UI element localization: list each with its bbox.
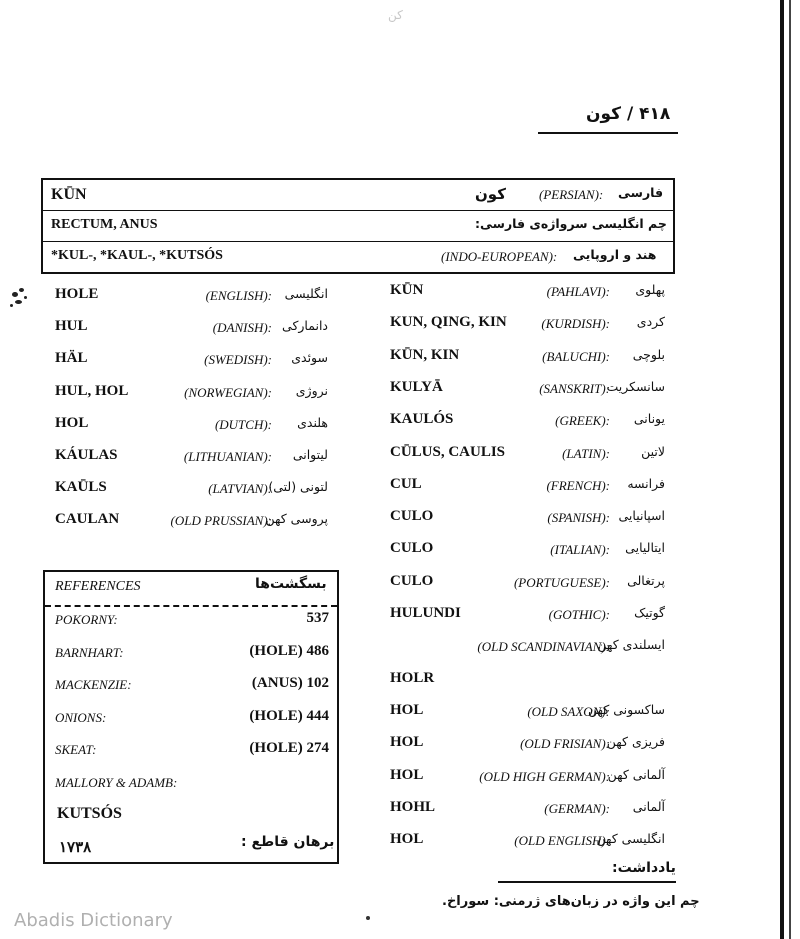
right-entry-lang: (OLD HIGH GERMAN): xyxy=(479,769,610,784)
reference-value: (HOLE) 274 xyxy=(249,740,329,756)
left-entry-label: لیتوانی xyxy=(292,447,328,462)
references-title-fa: بسگشت‌ها xyxy=(255,576,327,592)
right-entry-lang: (LATIN): xyxy=(562,446,610,461)
reference-name: SKEAT: xyxy=(55,742,97,757)
left-entry-lang: (LATVIAN): xyxy=(208,481,272,496)
pie-label: هند و اروپایی xyxy=(573,247,657,262)
left-entry-word: HOLE xyxy=(55,286,99,302)
right-entry-lang: (GREEK): xyxy=(555,413,610,428)
right-entry-lang: (FRENCH): xyxy=(546,478,610,493)
right-entry-word: KŪN, KIN xyxy=(390,347,460,363)
meaning-label: چم انگلیسی سرواژه‌ی فارسی: xyxy=(475,216,667,231)
left-entry-label: پروسی کهن xyxy=(265,511,328,526)
right-entry-word: CULO xyxy=(390,573,434,589)
entry-label: فارسی xyxy=(618,185,664,200)
left-entry-label: سوئدی xyxy=(291,350,328,365)
right-entry-word: CŪLUS, CAULIS xyxy=(390,444,506,460)
left-entry-lang: (SWEDISH): xyxy=(204,352,272,367)
burhan-label: برهان قاطع : xyxy=(241,834,335,850)
right-entry-label: کردی xyxy=(636,314,665,329)
reference-name: MALLORY & ADAMB: xyxy=(55,775,178,790)
right-entry-lang: (PORTUGUESE): xyxy=(513,575,610,590)
right-entry-label: بلوچی xyxy=(632,347,665,362)
reference-value: 537 xyxy=(306,610,329,626)
scan-smudge xyxy=(10,286,36,310)
right-entry-lang: (SANSKRIT): xyxy=(539,381,610,396)
right-entry-lang: (GERMAN): xyxy=(544,801,610,816)
right-entry-label: فریزی کهن xyxy=(606,734,665,749)
right-entry-lang: (SPANISH): xyxy=(547,510,610,525)
pie-lang: (INDO-EUROPEAN): xyxy=(441,249,558,264)
right-entry-word: HOL xyxy=(390,702,424,718)
right-entry-label: پرتغالی xyxy=(627,573,665,588)
page-header: ۴۱۸ / کون xyxy=(586,104,671,124)
header-rule xyxy=(538,132,678,134)
left-entry-word: HUL, HOL xyxy=(55,383,129,399)
right-entry-word: HOLR xyxy=(390,670,435,686)
reference-name: MACKENZIE: xyxy=(55,677,132,692)
right-entry-label: ایسلندی کهن xyxy=(597,637,665,652)
right-entry-label: آلمانی xyxy=(632,799,665,814)
entry-row-meaning xyxy=(43,210,673,241)
left-entry-label: دانمارکی xyxy=(282,318,328,333)
entry-lang: (PERSIAN): xyxy=(539,187,604,202)
left-entry-word: KAŪLS xyxy=(55,479,107,495)
note-title: یادداشت: xyxy=(612,860,676,876)
left-entry-lang: (ENGLISH): xyxy=(205,288,272,303)
right-entry-lang: (BALUCHI): xyxy=(542,349,610,364)
right-entry-label: آلمانی کهن xyxy=(607,767,665,782)
right-entry-lang: (OLD SAXON): xyxy=(527,704,610,719)
left-entry-word: HÄL xyxy=(55,350,88,366)
stray-dot xyxy=(366,916,370,920)
note-text: چم این واژه در زبان‌های ژرمنی: سوراخ. xyxy=(442,894,700,909)
reference-value: (HOLE) 444 xyxy=(249,708,329,724)
entry-box xyxy=(41,178,675,274)
kutsos-word: KUTSÓS xyxy=(57,805,122,822)
left-entry-lang: (DANISH): xyxy=(212,320,272,335)
reference-name: ONIONS: xyxy=(55,710,107,725)
right-entry-label: ایتالیایی xyxy=(625,540,665,555)
right-entry-word: CULO xyxy=(390,508,434,524)
right-entry-label: گوتیک xyxy=(634,605,665,620)
reference-name: BARNHART: xyxy=(55,645,124,660)
right-entry-word: HULUNDI xyxy=(390,605,461,621)
top-mark: کن xyxy=(388,8,403,22)
left-entry-word: KÁULAS xyxy=(55,447,118,463)
left-entry-lang: (NORWEGIAN): xyxy=(184,385,272,400)
right-entry-word: HOL xyxy=(390,831,424,847)
entry-word: KŪN xyxy=(51,186,87,203)
right-entry-label: لاتین xyxy=(641,444,665,459)
left-entry-label: لتونی (لتی) xyxy=(268,479,328,494)
reference-value: (ANUS) 102 xyxy=(251,675,329,691)
right-entry-word: KULYĀ xyxy=(390,379,443,395)
page-edge xyxy=(780,0,784,939)
right-entry-word: CULO xyxy=(390,540,434,556)
right-entry-lang: (GOTHIC): xyxy=(548,607,610,622)
left-entry-lang: (OLD PRUSSIAN): xyxy=(170,513,272,528)
right-entry-word: HOL xyxy=(390,734,424,750)
left-entry-lang: (DUTCH): xyxy=(214,417,272,432)
left-entry-label: نروژی xyxy=(295,383,328,398)
right-entry-label: پهلوی xyxy=(635,282,665,297)
entry-row-pie xyxy=(43,241,673,272)
pie-roots: *KUL-, *KAUL-, *KUTSÓS xyxy=(51,248,223,263)
right-entry-lang: (OLD ENGLISH): xyxy=(514,833,610,848)
right-entry-word: KŪN xyxy=(390,282,424,298)
references-title-en: REFERENCES xyxy=(55,579,141,594)
reference-name: POKORNY: xyxy=(55,612,118,627)
right-entry-word: HOHL xyxy=(390,799,436,815)
left-entry-label: هلندی xyxy=(297,415,328,430)
right-entry-label: فرانسه xyxy=(627,476,665,491)
references-divider xyxy=(45,605,337,607)
left-entry-word: CAULAN xyxy=(55,511,120,527)
entry-row-persian xyxy=(43,180,673,210)
right-entry-label: سانسکریت xyxy=(606,379,665,394)
reference-value: (HOLE) 486 xyxy=(249,643,329,659)
right-entry-word: HOL xyxy=(390,767,424,783)
right-entry-word: KUN, QING, KIN xyxy=(390,314,507,330)
right-entry-word: KAULÓS xyxy=(390,411,454,427)
references-box xyxy=(43,570,339,864)
right-entry-lang: (PAHLAVI): xyxy=(546,284,610,299)
left-entry-word: HOL xyxy=(55,415,89,431)
right-entry-label: ساکسونی کهن xyxy=(588,702,665,717)
right-entry-lang: (ITALIAN): xyxy=(550,542,610,557)
right-entry-label: انگلیسی کهن xyxy=(596,831,665,846)
right-entry-lang: (OLD SCANDINAVIAN): xyxy=(477,639,610,654)
right-entry-label: یونانی xyxy=(633,411,665,426)
right-entry-lang: (OLD FRISIAN): xyxy=(520,736,610,751)
right-entry-word: CUL xyxy=(390,476,422,492)
left-entry-label: انگلیسی xyxy=(284,286,328,301)
watermark: Abadis Dictionary xyxy=(14,910,173,931)
meaning-word: RECTUM, ANUS xyxy=(51,217,158,232)
right-entry-lang: (KURDISH): xyxy=(541,316,610,331)
right-entry-label: اسپانیایی xyxy=(618,508,665,523)
left-entry-lang: (LITHUANIAN): xyxy=(183,449,272,464)
burhan-value: ۱۷۳۸ xyxy=(59,840,92,856)
entry-persian-word: کون xyxy=(475,185,506,203)
page-edge-shadow xyxy=(789,0,791,939)
note-rule xyxy=(498,881,676,883)
left-entry-word: HUL xyxy=(55,318,88,334)
